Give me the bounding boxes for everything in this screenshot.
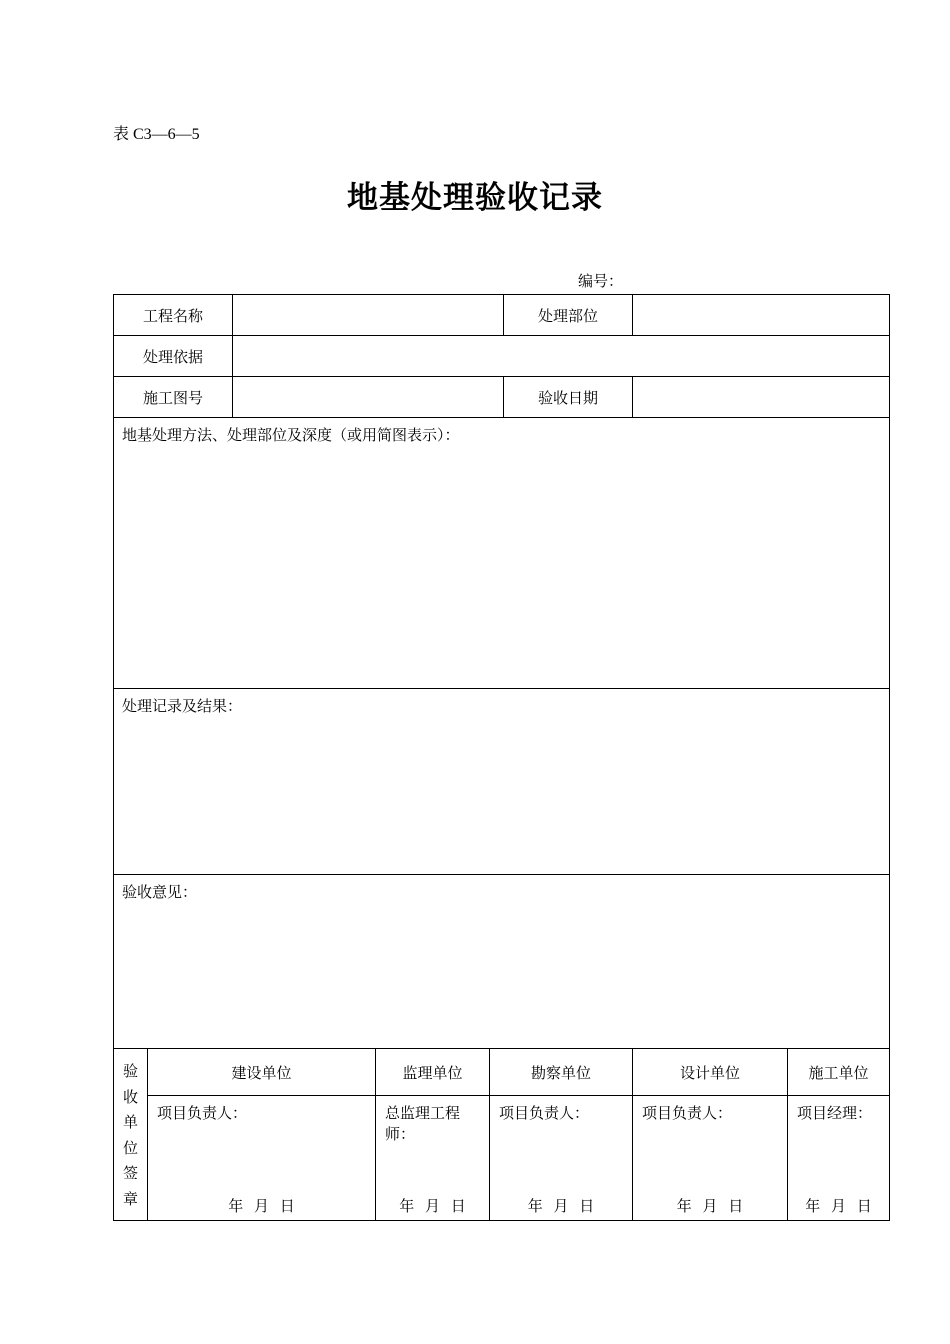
signature-role: 项目负责人： bbox=[499, 1104, 590, 1122]
treatment-records-area[interactable] bbox=[114, 689, 890, 875]
unit-construction-owner: 建设单位 bbox=[148, 1049, 376, 1096]
acceptance-opinion-area[interactable] bbox=[114, 875, 890, 1049]
acceptance-form-table bbox=[113, 294, 890, 1221]
signature-role: 项目负责人： bbox=[642, 1104, 733, 1122]
unit-contractor: 施工单位 bbox=[788, 1049, 890, 1096]
treatment-basis-label: 处理依据 bbox=[114, 336, 233, 377]
signature-role: 项目经理： bbox=[797, 1104, 873, 1122]
signature-box-design[interactable] bbox=[633, 1096, 788, 1221]
treatment-basis-field[interactable] bbox=[233, 336, 890, 377]
construction-drawing-label: 施工图号 bbox=[114, 377, 233, 418]
treatment-location-label: 处理部位 bbox=[504, 295, 633, 336]
page-title: 地基处理验收记录 bbox=[347, 180, 603, 216]
signature-date: 年 月 日 bbox=[676, 1197, 744, 1215]
signature-date: 年 月 日 bbox=[805, 1197, 872, 1215]
unit-survey: 勘察单位 bbox=[490, 1049, 633, 1096]
form-code: 表 C3—6—5 bbox=[113, 126, 200, 143]
signature-side-label: 验 收 单 位 签 章 bbox=[114, 1049, 148, 1221]
signature-box-construction-owner[interactable] bbox=[148, 1096, 376, 1221]
treatment-method-label: 地基处理方法、处理部位及深度（或用简图表示）： bbox=[122, 426, 460, 444]
treatment-method-area[interactable] bbox=[114, 418, 890, 689]
signature-date: 年 月 日 bbox=[399, 1197, 466, 1215]
acceptance-date-field[interactable] bbox=[633, 377, 890, 418]
acceptance-opinion-label: 验收意见： bbox=[122, 883, 198, 901]
signature-box-survey[interactable] bbox=[490, 1096, 633, 1221]
treatment-records-label: 处理记录及结果： bbox=[122, 697, 243, 715]
signature-date: 年 月 日 bbox=[228, 1197, 295, 1215]
acceptance-date-label: 验收日期 bbox=[504, 377, 633, 418]
project-name-label: 工程名称 bbox=[114, 295, 233, 336]
unit-supervision: 监理单位 bbox=[376, 1049, 490, 1096]
construction-drawing-field[interactable] bbox=[233, 377, 504, 418]
unit-design: 设计单位 bbox=[633, 1049, 788, 1096]
signature-role: 总监理工程师： bbox=[385, 1104, 461, 1143]
signature-box-supervision[interactable] bbox=[376, 1096, 490, 1221]
treatment-location-field[interactable] bbox=[633, 295, 890, 336]
project-name-field[interactable] bbox=[233, 295, 504, 336]
signature-date: 年 月 日 bbox=[527, 1197, 595, 1215]
signature-box-contractor[interactable] bbox=[788, 1096, 890, 1221]
signature-role: 项目负责人： bbox=[157, 1104, 248, 1122]
serial-number-label: 编号： bbox=[578, 272, 624, 290]
